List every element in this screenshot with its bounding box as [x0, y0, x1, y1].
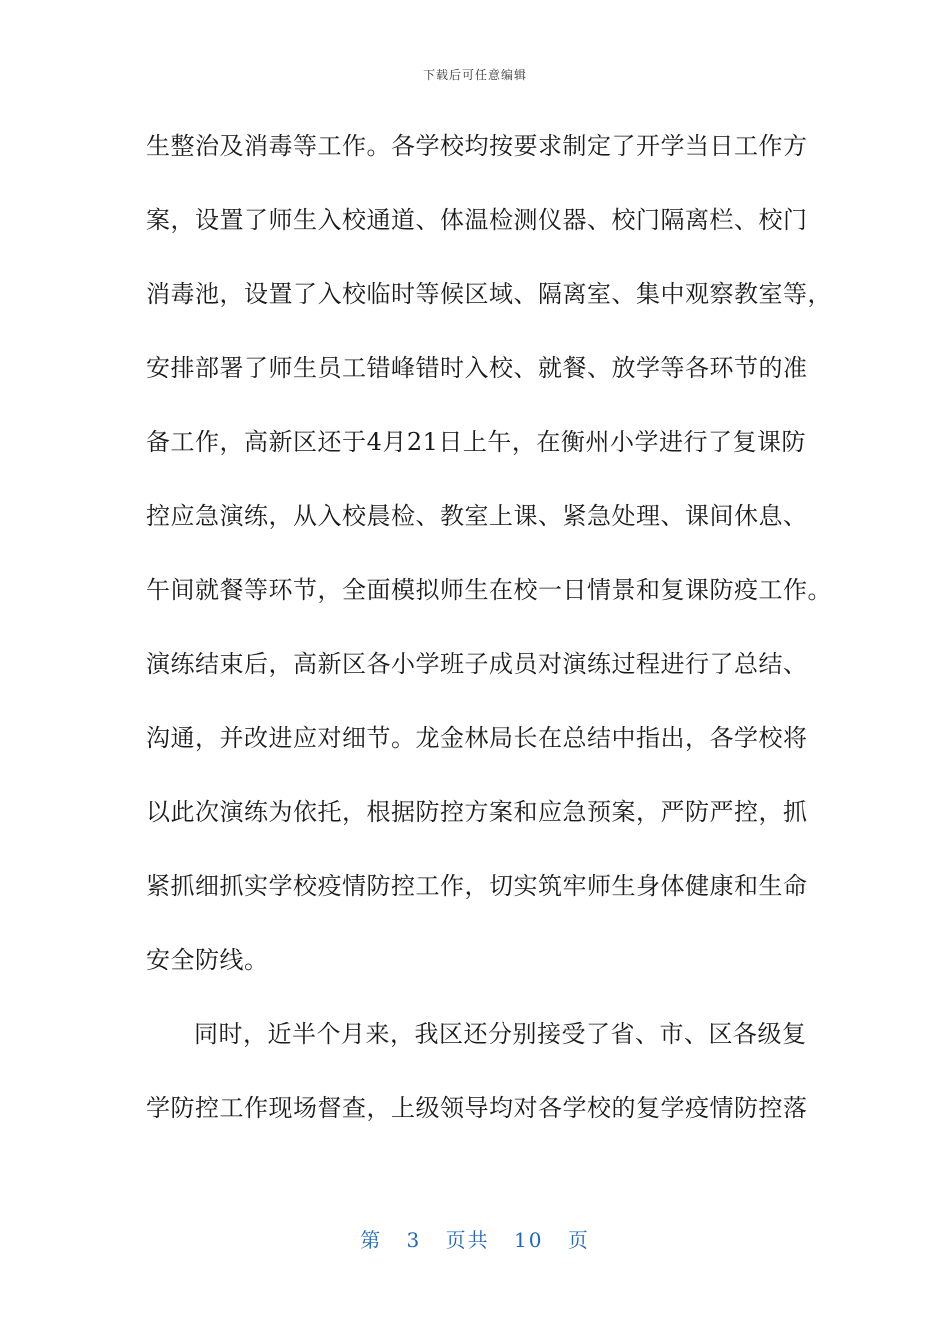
text-line: 控应急演练，从入校晨检、教室上课、紧急处理、课间休息、: [146, 502, 808, 530]
page-header-note: 下载后可任意编辑: [422, 68, 527, 82]
text-line: 学防控工作现场督查，上级领导均对各学校的复学疫情防控落: [146, 1094, 808, 1122]
footer-suffix: 页: [567, 1228, 590, 1252]
footer-page-number: 3: [406, 1228, 422, 1252]
text-line: 备工作，高新区还于4月21日上午，在衡州小学进行了复课防: [146, 428, 806, 456]
footer-total-pages: 10: [514, 1228, 544, 1252]
footer-middle: 页共: [445, 1228, 490, 1252]
text-line: 消毒池，设置了入校临时等候区域、隔离室、集中观察教室等，: [146, 280, 832, 308]
document-body: [146, 126, 832, 1162]
text-line: 安排部署了师生员工错峰错时入校、就餐、放学等各环节的准: [146, 354, 808, 382]
text-line: 以此次演练为依托，根据防控方案和应急预案，严防严控，抓: [146, 798, 808, 826]
page-number-footer: [0, 1224, 950, 1253]
footer-prefix: 第: [360, 1228, 383, 1252]
text-line: 安全防线。: [146, 946, 269, 974]
text-line: 演练结束后，高新区各小学班子成员对演练过程进行了总结、: [146, 650, 808, 678]
text-line: 生整治及消毒等工作。各学校均按要求制定了开学当日工作方: [146, 132, 808, 160]
text-line: 案，设置了师生入校通道、体温检测仪器、校门隔离栏、校门: [146, 206, 808, 234]
text-line: 紧抓细抓实学校疫情防控工作，切实筑牢师生身体健康和生命: [146, 872, 808, 900]
text-line: 沟通，并改进应对细节。龙金林局长在总结中指出，各学校将: [146, 724, 808, 752]
text-line-indented: 同时，近半个月来，我区还分别接受了省、市、区各级复: [194, 1020, 807, 1048]
text-line: 午间就餐等环节，全面模拟师生在校一日情景和复课防疫工作。: [146, 576, 832, 604]
